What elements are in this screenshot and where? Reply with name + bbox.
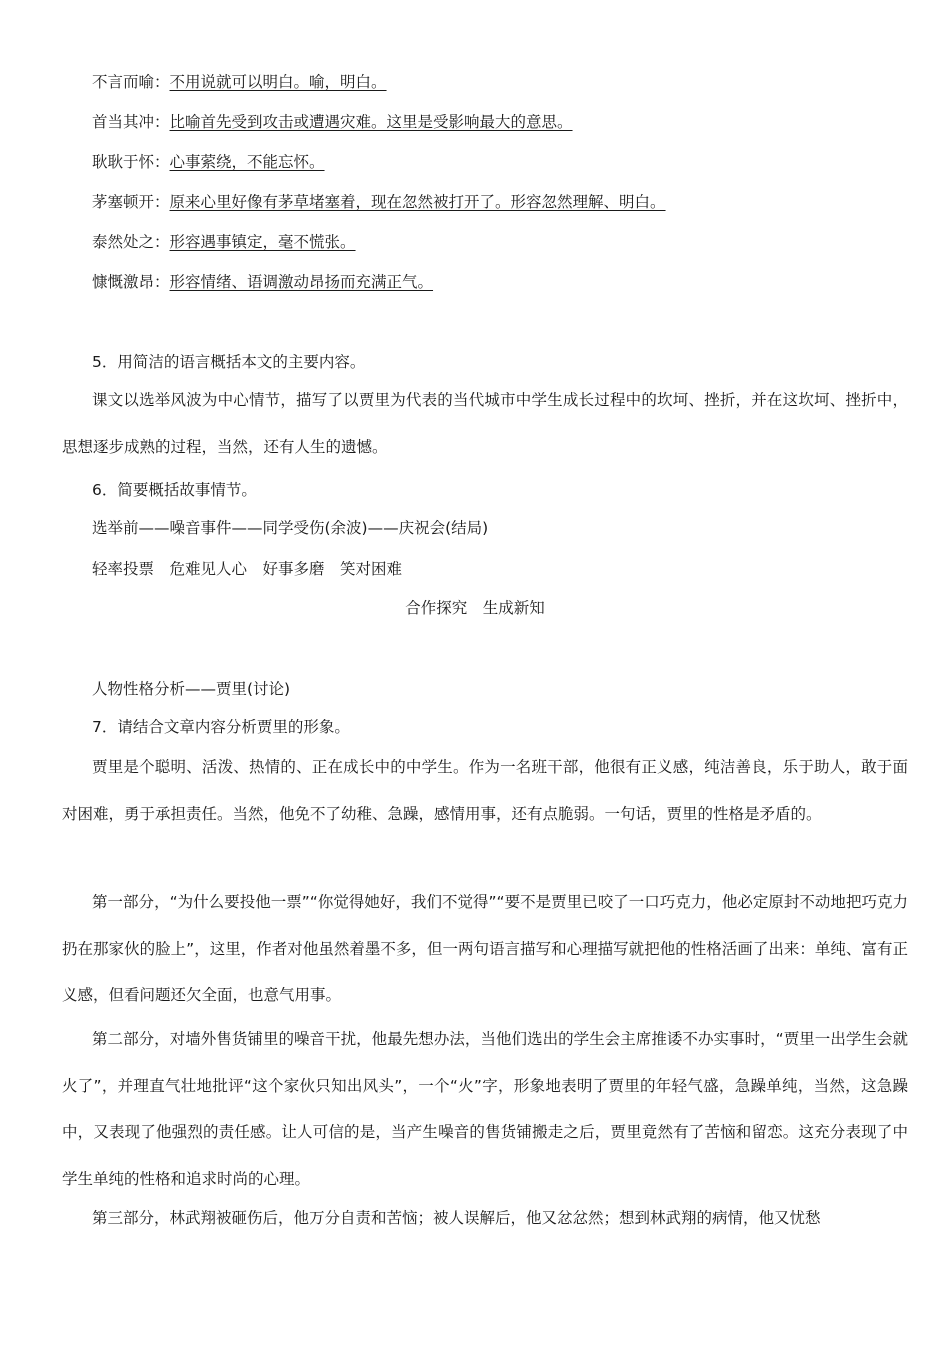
idiom-row xyxy=(92,272,433,292)
idiom-definition: 不用说就可以明白。喻，明白。 xyxy=(169,73,387,91)
question-6: 6．简要概括故事情节。 xyxy=(92,481,257,499)
idiom-definition: 形容遇事镇定，毫不慌张。 xyxy=(169,233,356,251)
idiom-term: 不言而喻： xyxy=(92,73,170,91)
idiom-row xyxy=(92,72,387,92)
idiom-row xyxy=(92,152,325,172)
idiom-definition: 比喻首先受到攻击或遭遇灾难。这里是受影响最大的意思。 xyxy=(169,113,573,131)
plot-summary: 轻率投票 危难见人心 好事多磨 笑对困难 xyxy=(92,560,403,578)
idiom-definition: 原来心里好像有茅草堵塞着，现在忽然被打开了。形容忽然理解、明白。 xyxy=(169,193,666,211)
idiom-definition: 形容情绪、语调激动昂扬而充满正气。 xyxy=(169,273,434,291)
idiom-definition: 心事萦绕，不能忘怀。 xyxy=(169,153,325,171)
idiom-term: 慷慨激昂： xyxy=(92,273,170,291)
answer-7-paragraph-1: 贾里是个聪明、活泼、热情的、正在成长中的中学生。作为一名班干部，他很有正义感，纯洁善良，乐于助人，敢于面对困难，勇于承担责任。当然，他免不了幼稚、急躁，感情用事，还有点脆弱。一句话，贾里的性格是矛盾的。 xyxy=(62,758,908,823)
idiom-row xyxy=(92,112,573,132)
question-7: 7．请结合文章内容分析贾里的形象。 xyxy=(92,718,350,736)
question-5: 5．用简洁的语言概括本文的主要内容。 xyxy=(92,353,366,371)
answer-5: 课文以选举风波为中心情节，描写了以贾里为代表的当代城市中学生成长过程中的坎坷、挫折，并在这坎坷、挫折中，思想逐步成熟的过程，当然，还有人生的遗憾。 xyxy=(62,391,908,456)
answer-7-paragraph-2: 第一部分，“为什么要投他一票”“你觉得她好，我们不觉得”“要不是贾里已咬了一口巧克力，他必定原封不动地把巧克力扔在那家伙的脸上”，这里，作者对他虽然着墨不多，但一两句语言描写和心理描写就把他的性格活画了出来：单纯、富有正义感，但看问题还欠全面，也意气用事。 xyxy=(62,893,908,1004)
section-title: 合作探究 生成新知 xyxy=(405,599,545,617)
idiom-row xyxy=(92,192,666,212)
idiom-term: 茅塞顿开： xyxy=(92,193,170,211)
answer-7-paragraph-4: 第三部分，林武翔被砸伤后，他万分自责和苦恼；被人误解后，他又忿忿然；想到林武翔的病情，他又忧愁 xyxy=(92,1209,821,1227)
subsection-title: 人物性格分析——贾里(讨论) xyxy=(92,680,291,698)
idiom-term: 首当其冲： xyxy=(92,113,170,131)
idiom-term: 泰然处之： xyxy=(92,233,170,251)
answer-7-paragraph-3: 第二部分，对墙外售货铺里的噪音干扰，他最先想办法，当他们选出的学生会主席推诿不办实事时，“贾里一出学生会就火了”，并理直气壮地批评“这个家伙只知出风头”，一个“火”字，形象地表明了贾里的年轻气盛，急躁单纯，当然，这急躁中，又表现了他强烈的责任感。让人可信的是，当产生噪音的售货铺搬走之后，贾里竟然有了苦恼和留恋。这充分表现了中学生单纯的性格和追求时尚的心理。 xyxy=(62,1030,908,1188)
idiom-row xyxy=(92,232,356,252)
idiom-term: 耿耿于怀： xyxy=(92,153,170,171)
plot-sequence: 选举前——噪音事件——同学受伤(余波)——庆祝会(结局) xyxy=(92,519,489,537)
